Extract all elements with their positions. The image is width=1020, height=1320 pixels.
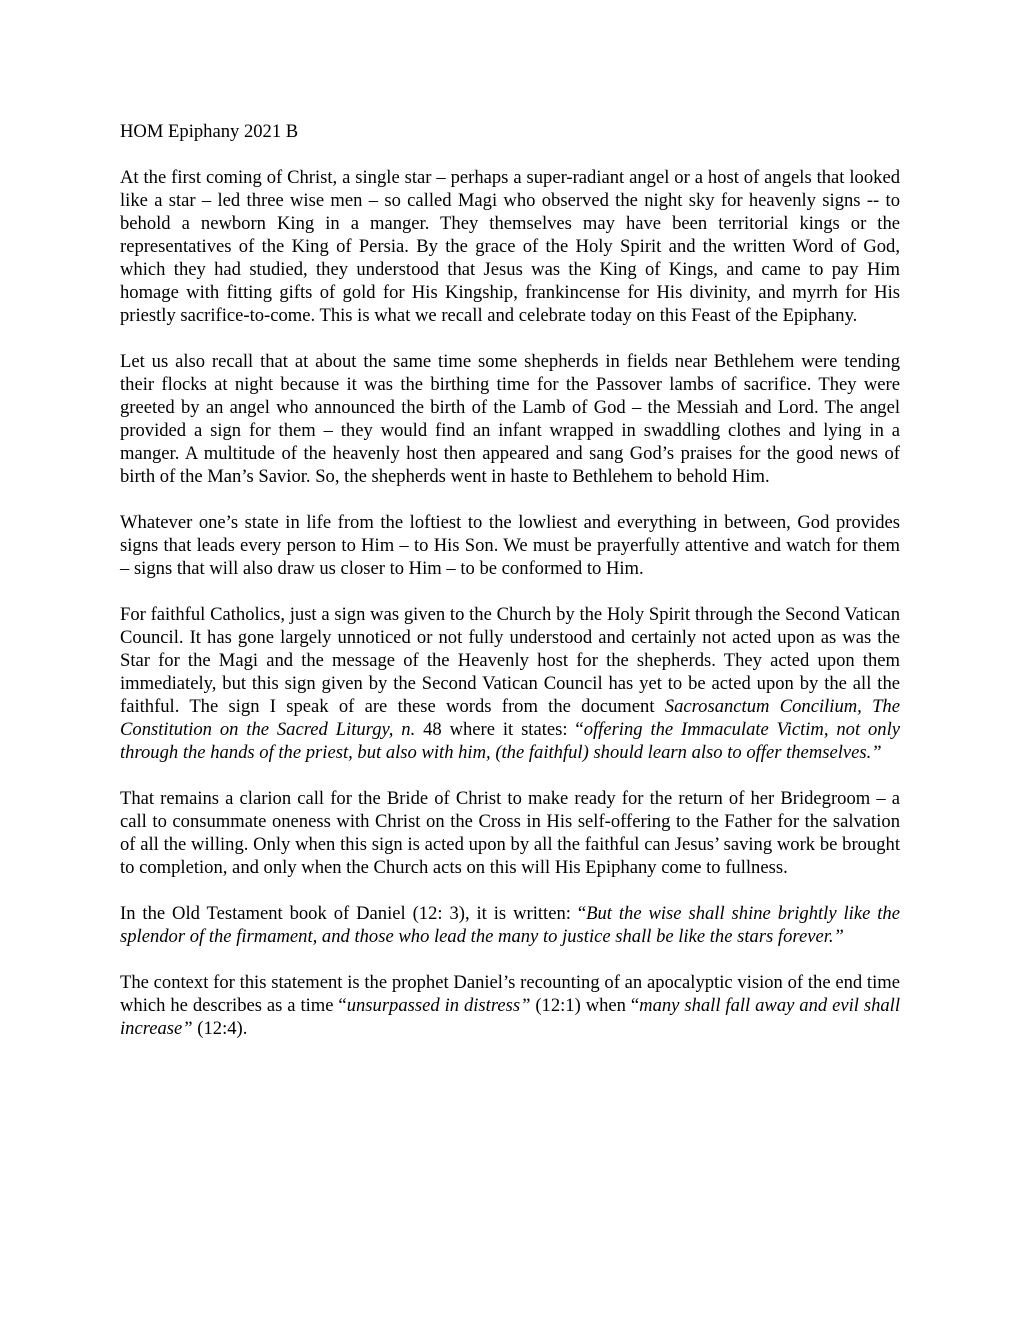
paragraph-vatican-text-2: 48 where it states: “: [415, 719, 584, 740]
paragraph-context-text-2: (12:1) when “: [530, 995, 640, 1016]
evil-increase-quote: many shall fall away and evil shall increase”: [120, 995, 900, 1039]
paragraph-vatican-council: [120, 603, 900, 764]
paragraph-context: [120, 971, 900, 1040]
paragraph-signs: Whatever one’s state in life from the loftiest to the lowliest and everything in between, God provides signs that leads every person to Him – to His Son. We must be prayerfully attentive and watch for them – signs that will also draw us closer to Him – to be conformed to Him.: [120, 512, 900, 579]
paragraph-context-text-1: The context for this statement is the prophet Daniel’s recounting of an apocalyptic vision of the end time which he describes as a time “: [120, 972, 900, 1016]
document-title: HOM Epiphany 2021 B: [120, 121, 299, 142]
distress-quote: unsurpassed in distress”: [346, 995, 531, 1016]
paragraph-vatican-text-1: For faithful Catholics, just a sign was given to the Church by the Holy Spirit through the Second Vatican Council. It has gone largely unnoticed or not fully understood and certainly not acted upon as was the Star for the Magi and the message of the Heavenly host for the shepherds. They acted upon them immediately, but this sign given by the Second Vatican Council has yet to be acted upon by the all the faithful. The sign I speak of are these words from the document: [120, 604, 900, 717]
paragraph-daniel-text: In the Old Testament book of Daniel (12: 3), it is written: “: [120, 903, 587, 924]
paragraph-daniel: [120, 902, 900, 948]
paragraph-context-text-3: (12:4).: [192, 1018, 248, 1039]
document-body: [120, 120, 900, 1063]
daniel-quote: But the wise shall shine brightly like the splendor of the firmament, and those who lead the many to justice shall be like the stars forever.”: [120, 903, 900, 947]
document-citation: Sacrosanctum Concilium, The Constitution on the Sacred Liturgy, n.: [120, 696, 900, 740]
paragraph-bride-of-christ: That remains a clarion call for the Bride of Christ to make ready for the return of her Bridegroom – a call to consummate oneness with Christ on the Cross in His self-offering to the Father for the salvation of all the willing. Only when this sign is acted upon by all the faithful can Jesus’ saving work be brought to completion, and only when the Church acts on this will His Epiphany come to fullness.: [120, 788, 900, 878]
paragraph-shepherds: Let us also recall that at about the same time some shepherds in fields near Bethlehem were tending their flocks at night because it was the birthing time for the Passover lambs of sacrifice. They were greeted by an angel who announced the birth of the Lamb of God – the Messiah and Lord. The angel provided a sign for them – they would find an infant wrapped in swaddling clothes and lying in a manger. A multitude of the heavenly host then appeared and sang God’s praises for the good news of birth of the Man’s Savior. So, the shepherds went in haste to Bethlehem to behold Him.: [120, 351, 900, 487]
paragraph-magi: At the first coming of Christ, a single star – perhaps a super-radiant angel or a host of angels that looked like a star – led three wise men – so called Magi who observed the night sky for heavenly signs -- to behold a newborn King in a manger. They themselves may have been territorial kings or the representatives of the King of Persia. By the grace of the Holy Spirit and the written Word of God, which they had studied, they understood that Jesus was the King of Kings, and came to pay Him homage with fitting gifts of gold for His Kingship, frankincense for His divinity, and myrrh for His priestly sacrifice-to-come. This is what we recall and celebrate today on this Feast of the Epiphany.: [120, 167, 900, 326]
council-quote: offering the Immaculate Victim, not only through the hands of the priest, but also with him, (the faithful) should learn also to offer themselves.”: [120, 719, 901, 763]
